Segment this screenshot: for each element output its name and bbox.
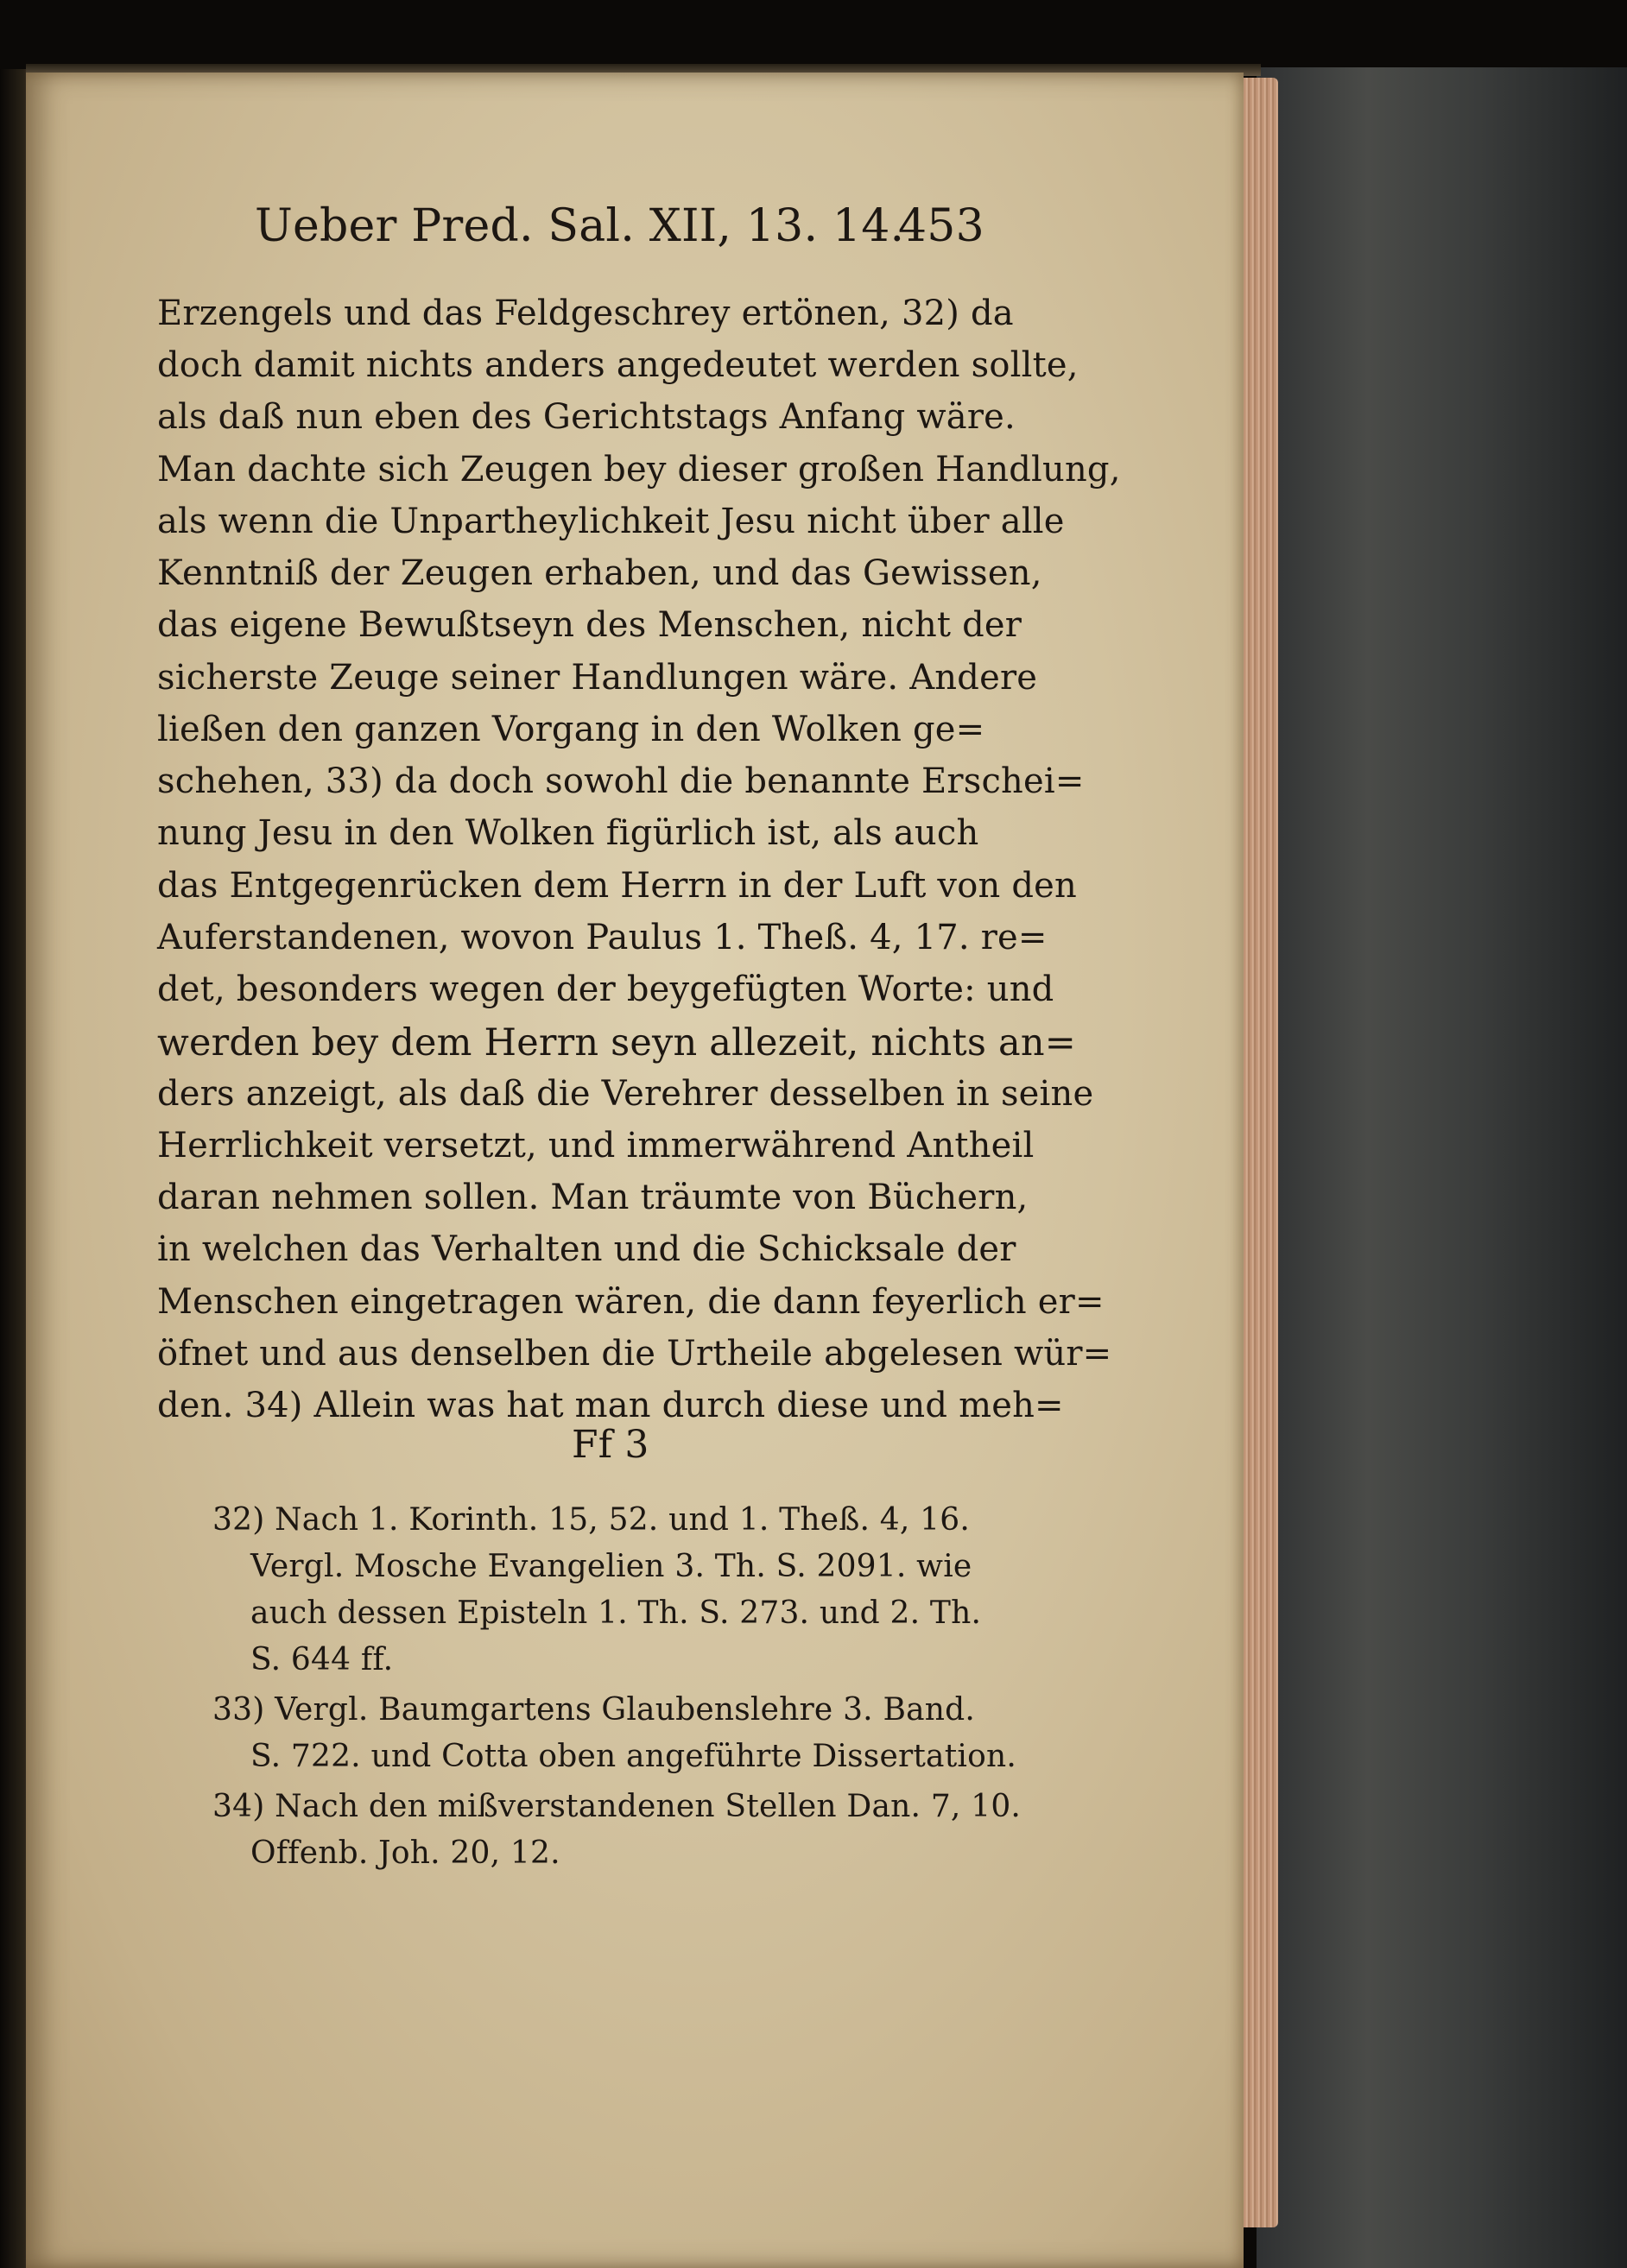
footnote-line: S. 722. und Cotta oben angeführte Dissertation. bbox=[250, 1739, 1017, 1774]
body-line: als wenn die Unpartheylichkeit Jesu nicht über alle bbox=[157, 502, 1065, 541]
body-line: nung Jesu in den Wolken figürlich ist, als auch bbox=[157, 813, 979, 853]
body-line: Auferstandenen, wovon Paulus 1. Theß. 4, 17. re= bbox=[157, 918, 1048, 957]
body-line: ließen den ganzen Vorgang in den Wolken ge= bbox=[157, 710, 985, 749]
running-head: Ueber Pred. Sal. XII, 13. 14. bbox=[255, 200, 905, 252]
footnote-32: 32) Nach 1. Korinth. 15, 52. und 1. Theß. 4, 16. bbox=[212, 1502, 971, 1538]
footnote-34: 34) Nach den mißverstandenen Stellen Dan. 7, 10. bbox=[212, 1789, 1022, 1824]
body-line: den. 34) Allein was hat man durch diese und meh= bbox=[157, 1386, 1064, 1425]
body-line: Herrlichkeit versetzt, und immerwährend Antheil bbox=[157, 1126, 1035, 1166]
body-line: Erzengels und das Feldgeschrey ertönen, 32) da bbox=[157, 294, 1014, 333]
footnote-33: 33) Vergl. Baumgartens Glaubenslehre 3. Band. bbox=[212, 1692, 976, 1728]
footnote-line: Vergl. Mosche Evangelien 3. Th. S. 2091. wie bbox=[250, 1549, 972, 1584]
footnote-line: Offenb. Joh. 20, 12. bbox=[250, 1835, 560, 1871]
body-line: das eigene Bewußtseyn des Menschen, nicht der bbox=[157, 605, 1022, 645]
body-line: als daß nun eben des Gerichtstags Anfang wäre. bbox=[157, 397, 1016, 437]
body-line: doch damit nichts anders angedeutet werden sollte, bbox=[157, 345, 1079, 385]
signature-mark: Ff 3 bbox=[572, 1423, 649, 1467]
body-line: ders anzeigt, als daß die Verehrer desselben in seine bbox=[157, 1074, 1094, 1114]
book-cover-edge bbox=[1257, 67, 1627, 2268]
body-line: das Entgegenrücken dem Herrn in der Luft von den bbox=[157, 866, 1078, 906]
body-line: det, besonders wegen der beygefügten Worte: und bbox=[157, 970, 1054, 1009]
footnote-line: auch dessen Episteln 1. Th. S. 273. und 2. Th. bbox=[250, 1595, 982, 1631]
body-line: daran nehmen sollen. Man träumte von Büchern, bbox=[157, 1178, 1029, 1217]
body-line: Menschen eingetragen wären, die dann feyerlich er= bbox=[157, 1282, 1105, 1322]
body-line: in welchen das Verhalten und die Schicksale der bbox=[157, 1229, 1016, 1269]
body-line: werden bey dem Herrn seyn allezeit, nichts an= bbox=[157, 1021, 1076, 1065]
body-line: sicherste Zeuge seiner Handlungen wäre. Andere bbox=[157, 658, 1038, 698]
body-line: öfnet und aus denselben die Urtheile abgelesen wür= bbox=[157, 1334, 1112, 1374]
body-line: Kenntniß der Zeugen erhaben, und das Gewissen, bbox=[157, 553, 1042, 593]
footnote-line: S. 644 ff. bbox=[250, 1642, 394, 1677]
body-line: schehen, 33) da doch sowohl die benannte Erschei= bbox=[157, 761, 1085, 801]
body-line: Man dachte sich Zeugen bey dieser großen Handlung, bbox=[157, 450, 1121, 490]
page-number: 453 bbox=[898, 200, 984, 252]
